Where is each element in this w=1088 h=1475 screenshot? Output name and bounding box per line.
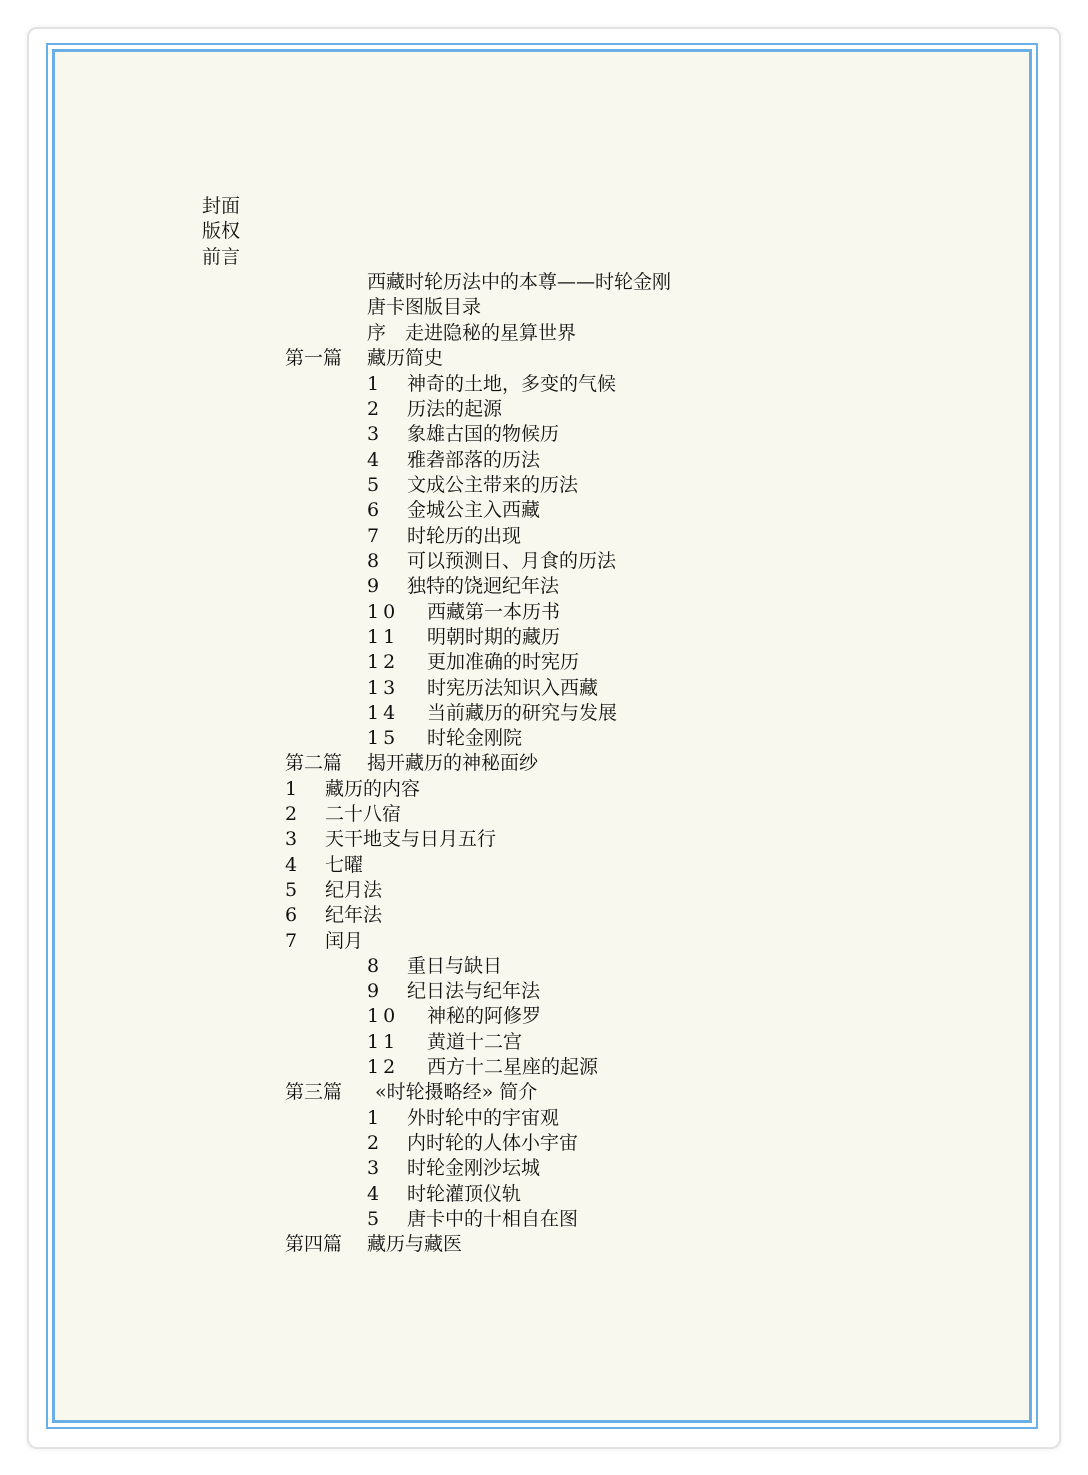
- part-label: 第一篇: [285, 347, 343, 369]
- part-title: 藏历简史: [367, 347, 444, 369]
- item-number: 6: [285, 904, 298, 926]
- toc-item-p2-6[interactable]: [285, 903, 382, 927]
- item-title: 纪月法: [325, 879, 383, 901]
- toc-item-p2-9[interactable]: [367, 979, 540, 1003]
- toc-item-p2-2[interactable]: [285, 802, 401, 826]
- item-title: 二十八宿: [325, 803, 402, 825]
- item-number: 11: [367, 1031, 400, 1053]
- item-number: 3: [367, 1157, 380, 1179]
- item-title: 文成公主带来的历法: [407, 474, 579, 496]
- item-number: 5: [367, 474, 380, 496]
- toc-link-preface[interactable]: 前言: [202, 246, 241, 268]
- toc-link-kalachakra-deity[interactable]: 西藏时轮历法中的本尊——时轮金刚: [367, 271, 672, 293]
- item-title: 唐卡中的十相自在图: [407, 1208, 579, 1230]
- item-title: 西方十二星座的起源: [427, 1056, 599, 1078]
- toc-item-p1-14[interactable]: [367, 701, 617, 725]
- toc-item-p1-3[interactable]: [367, 422, 559, 446]
- item-number: 1: [285, 778, 298, 800]
- item-number: 8: [367, 550, 380, 572]
- item-title: 独特的饶迥纪年法: [407, 575, 560, 597]
- item-title: 七曜: [325, 854, 364, 876]
- item-title: 历法的起源: [407, 398, 503, 420]
- item-number: 4: [285, 854, 298, 876]
- item-number: 5: [367, 1208, 380, 1230]
- item-title: 时轮灌顶仪轨: [407, 1183, 522, 1205]
- item-number: 9: [367, 980, 380, 1002]
- part-label: 第四篇: [285, 1233, 343, 1255]
- item-number: 7: [367, 525, 380, 547]
- toc-item-p1-4[interactable]: [367, 448, 540, 472]
- toc-link-foreword[interactable]: 序 走进隐秘的星算世界: [367, 322, 577, 344]
- item-title: 黄道十二宫: [427, 1031, 523, 1053]
- item-title: 更加准确的时宪历: [427, 651, 580, 673]
- item-title: 可以预测日、月食的历法: [407, 550, 617, 572]
- item-number: 2: [367, 398, 380, 420]
- part-title: «时轮摄略经» 简介: [375, 1081, 538, 1103]
- item-number: 6: [367, 499, 380, 521]
- toc-item-p2-12[interactable]: [367, 1055, 598, 1079]
- toc-link-thangka-index[interactable]: 唐卡图版目录: [367, 296, 482, 318]
- item-title: 明朝时期的藏历: [427, 626, 561, 648]
- item-title: 象雄古国的物候历: [407, 423, 560, 445]
- item-number: 7: [285, 930, 298, 952]
- toc-part-1-heading[interactable]: [285, 346, 443, 370]
- toc-item-p1-10[interactable]: [367, 600, 560, 624]
- item-number: 4: [367, 1183, 380, 1205]
- toc-part-2-heading[interactable]: [285, 751, 538, 775]
- item-title: 神秘的阿修罗: [427, 1005, 542, 1027]
- toc-item-p1-11[interactable]: [367, 625, 560, 649]
- item-number: 11: [367, 626, 400, 648]
- toc-item-p1-7[interactable]: [367, 524, 521, 548]
- toc-item-p2-10[interactable]: [367, 1004, 541, 1028]
- toc-item-p1-13[interactable]: [367, 676, 598, 700]
- toc-part-4-heading[interactable]: [285, 1232, 462, 1256]
- item-title: 神奇的土地，多变的气候: [407, 373, 617, 395]
- item-number: 13: [367, 677, 400, 699]
- item-title: 金城公主入西藏: [407, 499, 541, 521]
- toc-item-p1-1[interactable]: [367, 372, 616, 396]
- item-number: 9: [367, 575, 380, 597]
- item-title: 外时轮中的宇宙观: [407, 1107, 560, 1129]
- item-title: 藏历的内容: [325, 778, 421, 800]
- item-number: 1: [367, 1107, 380, 1129]
- toc-item-p2-4[interactable]: [285, 853, 363, 877]
- toc-part-3-heading[interactable]: [285, 1080, 537, 1104]
- toc-item-p2-5[interactable]: [285, 878, 382, 902]
- part-title: 揭开藏历的神秘面纱: [367, 752, 539, 774]
- item-title: 雅砻部落的历法: [407, 449, 541, 471]
- item-number: 14: [367, 702, 400, 724]
- item-number: 3: [367, 423, 380, 445]
- toc-item-p2-1[interactable]: [285, 777, 420, 801]
- toc-item-p2-3[interactable]: [285, 827, 496, 851]
- toc-item-p3-5[interactable]: [367, 1207, 578, 1231]
- toc-item-p1-8[interactable]: [367, 549, 616, 573]
- item-title: 天干地支与日月五行: [325, 828, 497, 850]
- part-label: 第三篇: [285, 1081, 343, 1103]
- item-number: 3: [285, 828, 298, 850]
- toc-link-cover[interactable]: 封面: [202, 195, 241, 217]
- item-title: 内时轮的人体小宇宙: [407, 1132, 579, 1154]
- item-number: 15: [367, 727, 400, 749]
- toc-item-p2-8[interactable]: [367, 954, 502, 978]
- item-number: 10: [367, 601, 400, 623]
- toc-item-p1-12[interactable]: [367, 650, 579, 674]
- toc-item-p1-5[interactable]: [367, 473, 578, 497]
- item-number: 12: [367, 1056, 400, 1078]
- item-number: 12: [367, 651, 400, 673]
- toc-item-p1-2[interactable]: [367, 397, 502, 421]
- item-title: 当前藏历的研究与发展: [427, 702, 618, 724]
- item-number: 4: [367, 449, 380, 471]
- item-number: 8: [367, 955, 380, 977]
- item-title: 重日与缺日: [407, 955, 503, 977]
- part-title: 藏历与藏医: [367, 1233, 463, 1255]
- toc-item-p2-7[interactable]: [285, 929, 363, 953]
- item-title: 西藏第一本历书: [427, 601, 561, 623]
- toc-link-copyright[interactable]: 版权: [202, 220, 241, 242]
- item-title: 时宪历法知识入西藏: [427, 677, 599, 699]
- toc-item-p1-9[interactable]: [367, 574, 559, 598]
- toc-item-p3-4[interactable]: [367, 1182, 521, 1206]
- toc-item-p3-3[interactable]: [367, 1156, 540, 1180]
- item-number: 10: [367, 1005, 400, 1027]
- toc-item-p1-6[interactable]: [367, 498, 540, 522]
- item-number: 5: [285, 879, 298, 901]
- item-number: 2: [285, 803, 298, 825]
- item-title: 纪日法与纪年法: [407, 980, 541, 1002]
- item-title: 闰月: [325, 930, 364, 952]
- item-number: 1: [367, 373, 380, 395]
- toc-item-p3-1[interactable]: [367, 1106, 559, 1130]
- item-title: 时轮历的出现: [407, 525, 522, 547]
- item-number: 2: [367, 1132, 380, 1154]
- toc-item-p3-2[interactable]: [367, 1131, 578, 1155]
- item-title: 时轮金刚院: [427, 727, 523, 749]
- toc-item-p2-11[interactable]: [367, 1030, 522, 1054]
- part-label: 第二篇: [285, 752, 343, 774]
- item-title: 时轮金刚沙坛城: [407, 1157, 541, 1179]
- toc-item-p1-15[interactable]: [367, 726, 522, 750]
- item-title: 纪年法: [325, 904, 383, 926]
